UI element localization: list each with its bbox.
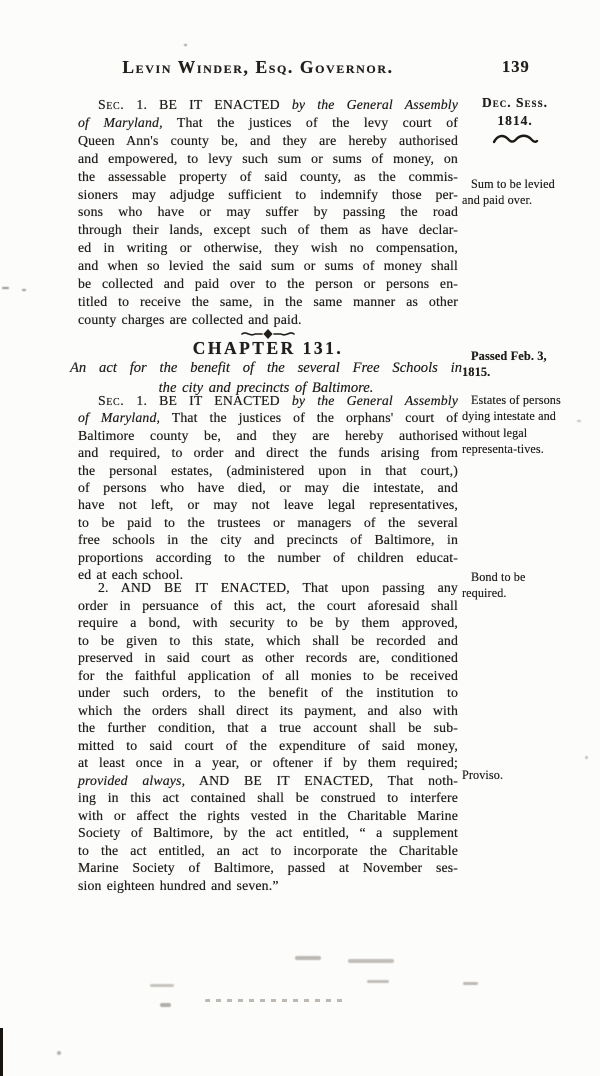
text-line: provided always, AND BE IT ENACTED, That noth- xyxy=(78,772,459,788)
text-line: be collected and paid over to the person or persons en- xyxy=(78,276,458,292)
text-line: sion eighteen hundred and seven.” xyxy=(78,877,279,893)
text-line: through their lands, except such of them as have declar- xyxy=(78,222,458,238)
margin-note-passed xyxy=(462,348,568,381)
margin-note-bond xyxy=(462,569,568,602)
text-line: of Maryland, That the justices of the levy court of xyxy=(78,114,459,130)
text-line: the further condition, that a true account shall be sub- xyxy=(78,720,458,735)
text-line: An act for the benefit of the several Free Schools in xyxy=(70,360,462,376)
text-line: the city and precincts of Baltimore. xyxy=(158,379,374,396)
text-line: Queen Ann's county be, and they are hereby authorised xyxy=(78,132,458,148)
scan-edge-bar xyxy=(0,1028,3,1076)
text-line: and empowered, to levy such sum or sums of money, on xyxy=(78,150,458,166)
margin-note-sum-text: Sum to be levied and paid over. xyxy=(462,177,555,208)
margin-note-sum xyxy=(462,176,568,209)
text-line: titled to receive the same, in the same manner as other xyxy=(78,293,458,309)
statute-paragraph-free-schools xyxy=(78,392,458,583)
text-line: Marine Society of Baltimore, passed at November ses- xyxy=(78,860,458,875)
text-line: ing in this act contained shall be construed to interfere xyxy=(78,790,458,805)
brace-squiggle-icon xyxy=(491,132,539,145)
text-line: to the act entitled, an act to incorporate the Charitable xyxy=(78,842,458,858)
text-line: with or affect the rights vested in the Charitable Marine xyxy=(78,807,458,823)
statute-paragraph-levy-court xyxy=(78,96,458,329)
text-line: have not left, or may not leave legal representatives, xyxy=(78,497,458,513)
margin-note-estates xyxy=(462,392,568,458)
margin-note-passed-text: Passed Feb. 3, 1815. xyxy=(462,349,547,380)
margin-note-estates-text: Estates of persons dying intestate and without legal representa-tives. xyxy=(462,393,561,457)
text-line: to be given to this state, which shall be recorded and xyxy=(78,632,458,648)
chapter-heading: CHAPTER 131. xyxy=(192,338,344,358)
margin-note-bond-text: Bond to be required. xyxy=(462,570,526,601)
text-line: mitted to said court of the expenditure of said money, xyxy=(78,737,458,753)
text-line: to be paid to the trustees or managers of the several xyxy=(78,514,458,530)
text-line: proportions according to the number of children educat- xyxy=(78,549,458,565)
text-line: Sec. 1. BE IT ENACTED by the General Assembly xyxy=(98,393,459,408)
text-line: ed in writing or otherwise, they wish no compensation, xyxy=(78,240,458,256)
margin-note-session-line1: Dec. Sess. xyxy=(482,95,548,110)
text-line: the personal estates, (administered upon in that court,) xyxy=(78,462,458,478)
text-line: and when so levied the said sum or sums of money shall xyxy=(78,258,458,274)
page-header-title: Levin Winder, Esq. Governor. xyxy=(122,57,394,77)
margin-note-session-line2: 1814. xyxy=(497,113,533,128)
text-line: which the orders shall direct its payment, and also with xyxy=(78,702,458,718)
text-line: Sec. 1. BE IT ENACTED by the General Assembly xyxy=(98,97,459,112)
text-line: Baltimore county be, and they are hereby authorised xyxy=(78,427,458,443)
text-line: Society of Baltimore, by the act entitled, “ a supplement xyxy=(78,825,458,840)
margin-note-proviso xyxy=(462,767,568,783)
text-line: sioners may adjudge sufficient to indemnify those per- xyxy=(78,186,458,202)
text-line: of Maryland, That the justices of the orphans' court of xyxy=(78,410,458,426)
text-line: ed at each school. xyxy=(78,567,184,583)
text-line: of persons who have died, or may die intestate, and xyxy=(78,480,458,496)
text-line: 2. AND BE IT ENACTED, That upon passing any xyxy=(98,580,458,595)
text-line: order in persuance of this act, the court aforesaid shall xyxy=(78,597,458,613)
text-line: under such orders, to the benefit of the institution to xyxy=(78,685,458,700)
page-number: 139 xyxy=(502,57,530,76)
statute-paragraph-bond xyxy=(78,579,458,894)
text-line: county charges are collected and paid. xyxy=(78,311,302,327)
text-line: free schools in the city and precincts of Baltimore, in xyxy=(78,532,458,548)
margin-note-session xyxy=(462,94,568,150)
text-line: and required, to order and direct the funds arising from xyxy=(78,445,458,461)
text-line: at least once in a year, or oftener if by them required; xyxy=(78,755,458,770)
text-line: the assessable property of said county, as the commis- xyxy=(78,168,458,184)
text-line: sons who have or may suffer by passing the road xyxy=(78,204,458,220)
margin-note-proviso-text: Proviso. xyxy=(462,768,504,782)
text-line: for the faithful application of all monies to be received xyxy=(78,667,458,683)
text-line: preserved in said court as other records are, conditioned xyxy=(78,650,458,665)
text-line: require a bond, with security to be by them approved, xyxy=(78,615,458,630)
